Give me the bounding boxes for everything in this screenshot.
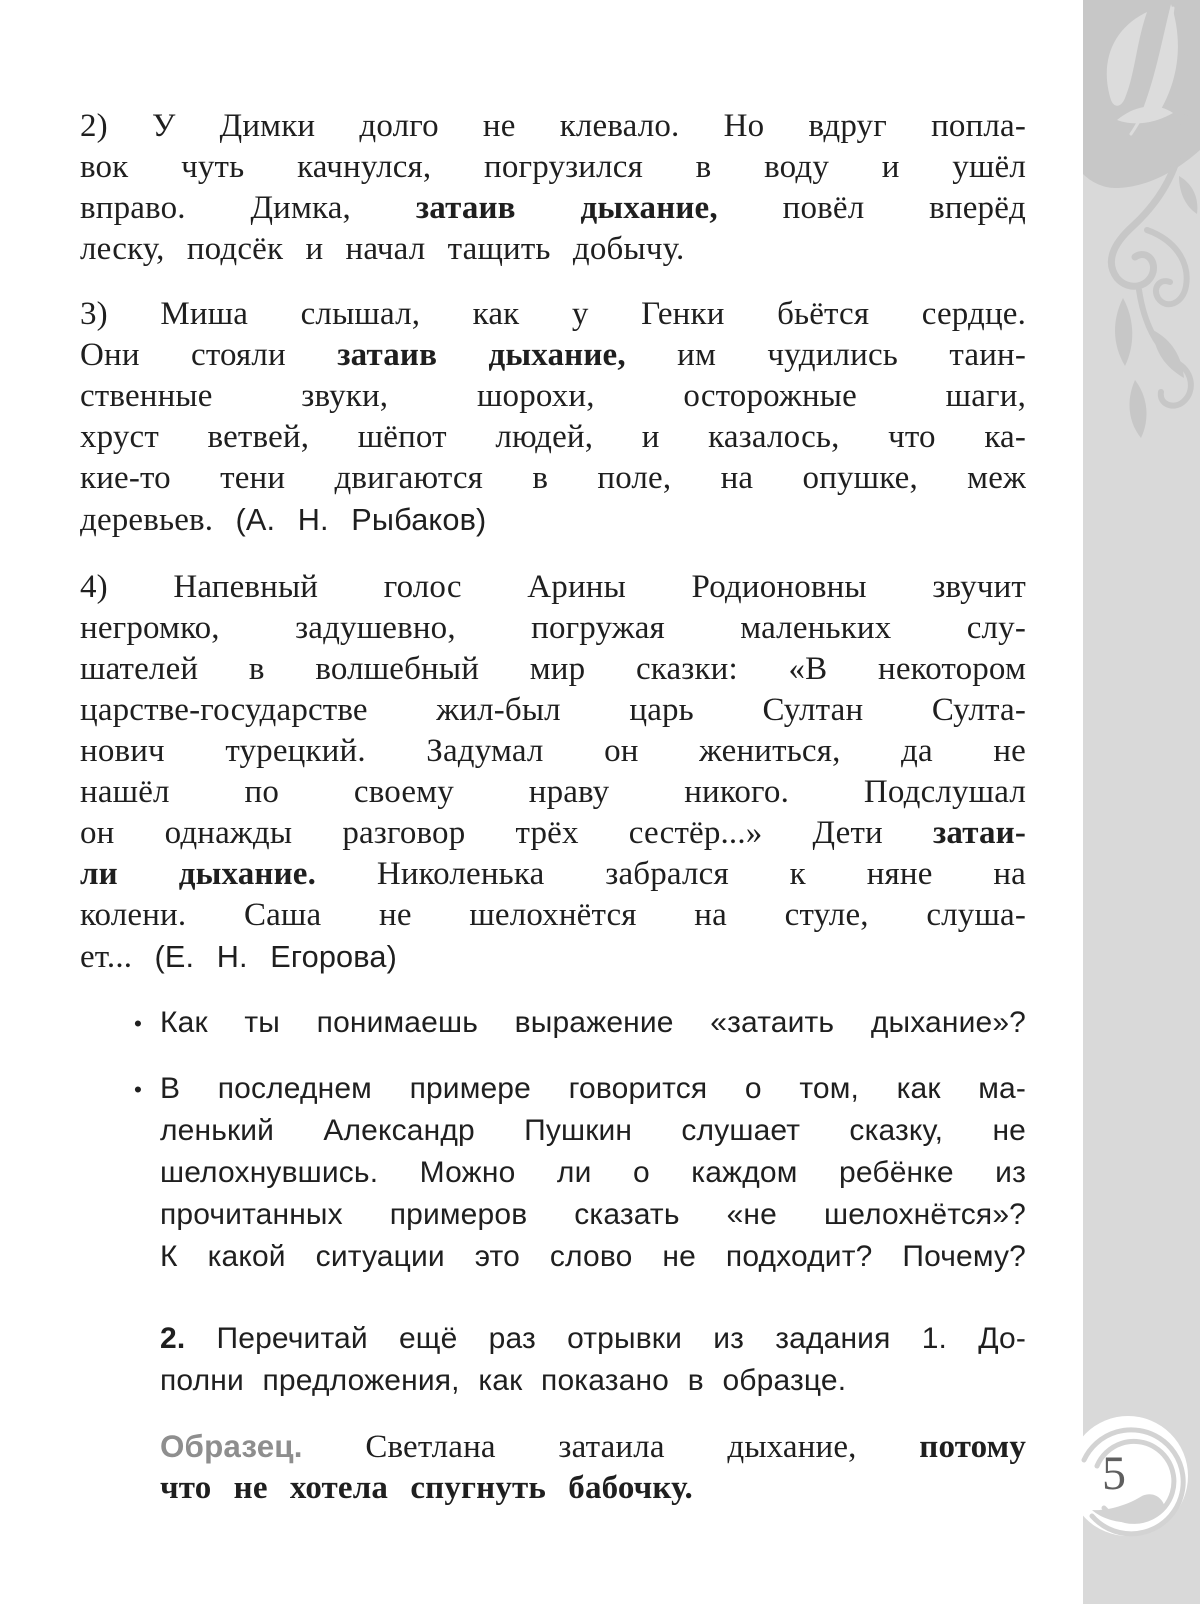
sample-label: Образец.	[160, 1429, 303, 1464]
text-line	[160, 1194, 1026, 1236]
text-line	[80, 731, 1026, 772]
text-segment: шателей в волшебный мир сказки: «В некотором	[80, 651, 1026, 687]
text-line	[160, 1318, 1026, 1360]
text-line	[80, 106, 1026, 147]
text-segment: В последнем примере говорится о том, как ма-	[160, 1072, 1026, 1105]
bullet-icon: •	[134, 1077, 143, 1102]
text-segment: Светлана затаила дыхание,	[302, 1429, 920, 1465]
text-line	[134, 1068, 1026, 1110]
text-segment: шелохнувшись. Можно ли о каждом ребёнке из	[160, 1156, 1026, 1189]
text-segment: повёл вперёд	[717, 190, 1026, 226]
text-line	[80, 813, 1026, 854]
task-2-instruction	[160, 1318, 1026, 1402]
text-segment: 2.	[160, 1322, 186, 1355]
text-line	[80, 772, 1026, 813]
text-line	[80, 895, 1026, 936]
text-segment: негромко, задушевно, погружая маленьких слу-	[80, 610, 1026, 646]
text-line	[80, 147, 1026, 188]
text-segment: Как ты понимаешь выражение «затаить дыхание»?	[160, 1006, 1026, 1039]
text-line	[80, 229, 1026, 270]
page-number: 5	[1102, 1447, 1126, 1500]
text-segment: леску, подсёк и начал тащить добычу.	[80, 231, 685, 267]
text-line	[80, 458, 1026, 499]
text-segment: Они стояли	[80, 337, 338, 373]
text-line	[80, 936, 1026, 978]
text-line	[80, 854, 1026, 895]
text-segment: хруст ветвей, шёпот людей, и казалось, что ка-	[80, 419, 1026, 455]
text-line	[160, 1236, 1026, 1278]
text-line	[80, 294, 1026, 335]
text-segment: 3) Миша слышал, как у Генки бьётся сердце.	[80, 296, 1026, 332]
text-segment: вправо. Димка,	[80, 190, 416, 226]
text-segment: затаив дыхание,	[337, 337, 626, 373]
text-segment: Перечитай ещё раз отрывки из задания 1. До-	[185, 1322, 1026, 1355]
text-segment: колени. Саша не шелохнётся на стуле, слуша-	[80, 897, 1026, 933]
text-segment: ет...	[80, 939, 155, 975]
text-line	[80, 608, 1026, 649]
text-line	[160, 1426, 1026, 1468]
excerpt-3	[80, 294, 1026, 541]
text-block	[80, 106, 1026, 1533]
text-segment: им чудились таин-	[625, 337, 1027, 373]
question-bullet-1	[134, 1002, 1026, 1044]
text-segment: что не хотела спугнуть бабочку.	[160, 1470, 693, 1506]
page-number-badge	[1062, 1412, 1192, 1542]
text-segment: царстве-государстве жил-был царь Султан Султа-	[80, 692, 1026, 728]
text-line	[160, 1110, 1026, 1152]
text-line	[80, 417, 1026, 458]
text-line	[80, 649, 1026, 690]
text-segment: затаи-	[932, 815, 1026, 851]
text-segment: потому	[919, 1429, 1026, 1465]
text-line	[80, 188, 1026, 229]
text-segment: (Е. Н. Егорова)	[154, 939, 398, 974]
text-line	[80, 499, 1026, 541]
text-line	[80, 690, 1026, 731]
text-segment: нович турецкий. Задумал он жениться, да не	[80, 733, 1026, 769]
text-segment: Николенька забрался к няне на	[315, 856, 1026, 892]
text-segment: деревьев.	[80, 502, 236, 538]
text-segment: нашёл по своему нраву никого. Подслушал	[80, 774, 1026, 810]
excerpt-4	[80, 567, 1026, 978]
text-line	[80, 335, 1026, 376]
text-line	[80, 567, 1026, 608]
text-segment: вок чуть качнулся, погрузился в воду и ушёл	[80, 149, 1026, 185]
text-segment: прочитанных примеров сказать «не шелохнётся»?	[160, 1198, 1026, 1231]
text-segment: ленький Александр Пушкин слушает сказку, не	[160, 1114, 1026, 1147]
text-segment: затаив дыхание,	[415, 190, 718, 226]
text-segment: 4) Напевный голос Арины Родионовны звучит	[80, 569, 1026, 605]
text-line	[80, 376, 1026, 417]
question-bullet-2	[134, 1068, 1026, 1278]
excerpt-2	[80, 106, 1026, 270]
text-segment: кие-то тени двигаются в поле, на опушке, меж	[80, 460, 1026, 496]
text-segment: он однажды разговор трёх сестёр...» Дети	[80, 815, 933, 851]
bullet-icon: •	[134, 1011, 143, 1036]
text-segment: ственные звуки, шорохи, осторожные шаги,	[80, 378, 1026, 414]
text-segment: 2) У Димки долго не клевало. Но вдруг попла-	[80, 108, 1026, 144]
text-line	[134, 1002, 1026, 1044]
floral-ornament	[1083, 0, 1200, 1604]
text-segment: полни предложения, как показано в образце.	[160, 1364, 847, 1397]
text-segment: (А. Н. Рыбаков)	[235, 502, 487, 537]
text-line	[160, 1152, 1026, 1194]
text-line	[160, 1360, 1026, 1402]
text-segment: ли дыхание.	[80, 856, 316, 892]
text-segment: К какой ситуации это слово не подходит? Почему?	[160, 1240, 1026, 1273]
decorative-side-strip	[1083, 0, 1200, 1604]
sample-sentence	[160, 1426, 1026, 1509]
text-line	[160, 1468, 1026, 1509]
